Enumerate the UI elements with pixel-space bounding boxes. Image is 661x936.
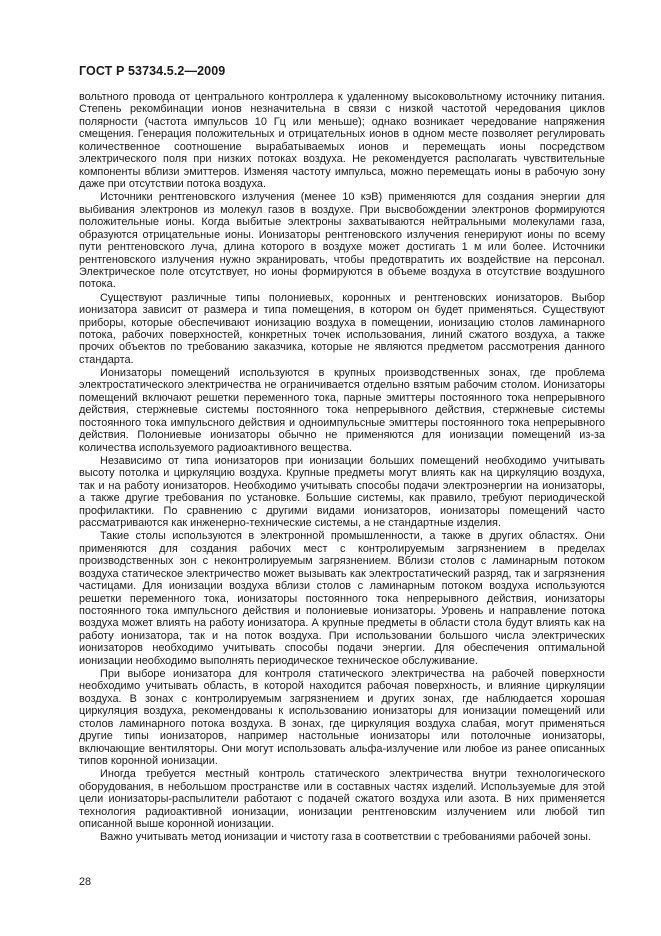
paragraph: Такие столы используются в электронной промышленности, а также в других областях. Они применяются для создания рабочих мест с контролируемым загрязнением в пределах производственных зон с неконтролируемым загрязнением. Вблизи столов с ламинарным потоком воздуха статическое электричество может вызывать как электростатический разряд, так и загрязнения частицами. Для ионизации воздуха вблизи столов с ламинарным потоком воздуха используются решетки переменного тока, ионизаторы постоянного тока непрерывного действия, ионизаторы постоянного тока импульсного действия и полониевые ионизаторы. Уровень и направление потока воздуха может влиять на работу ионизатора. А крупные предметы в области стола будут влиять как на работу ионизатора, так и на поток воздуха. При использовании большого числа электрических ионизаторов необходимо учитывать способы подачи энергии. Для обеспечения оптимальной ионизации необходимо выполнять периодическое техническое обслуживание. bbox=[79, 530, 605, 667]
paragraph: При выборе ионизатора для контроля статического электричества на рабочей поверхности необходимо учитывать область, в которой находится рабочая поверхность, и влияние циркуляции воздуха. В зонах с контролируемым загрязнением и других зонах, где наблюдается хорошая циркуляция воздуха, рекомендованы к использованию ионизаторы для ионизации помещений или столов ламинарного потока воздуха. В зонах, где циркуляция воздуха слабая, могут применяться другие типы ионизаторов, например настольные ионизаторы или потолочные ионизаторы, включающие вентиляторы. Они могут использовать альфа-излучение или любое из ранее описанных типов коронной ионизации. bbox=[79, 667, 605, 768]
page-number: 28 bbox=[79, 876, 92, 888]
paragraph: Существуют различные типы полониевых, коронных и рентгеновских ионизаторов. Выбор ионизатора зависит от размера и типа помещения, в котором он будет применяться. Существуют приборы, которые обеспечивают ионизацию воздуха в помещении, ионизацию столов ламинарного потока, рабочих поверхностей, конкретных точек использования, линий сжатого воздуха, а также прочих объектов по требованию заказчика, которые не являются предметом рассмотрения данного стандарта. bbox=[79, 291, 605, 366]
document-header: ГОСТ Р 53734.5.2—2009 bbox=[79, 64, 226, 78]
paragraph: вольтного провода от центрального контроллера к удаленному высоковольтному источнику питания. Степень рекомбинации ионов незначительна в связи с низкой частотой чередования циклов полярности (частота импульсов 10 Гц или меньше); однако возникает чередование напряжения смещения. Генерация положительных и отрицательных ионов в одном месте позволяет регулировать количественное соотношение вырабатываемых ионов и перемещать ионы посредством электрического поля при низких потоках воздуха. Не рекомендуется располагать чувствительные компоненты вблизи эмиттеров. Изменяя частоту импульса, можно перемещать ионы в рабочую зону даже при отсутствии потока воздуха. bbox=[79, 91, 605, 191]
paragraph: Источники рентгеновского излучения (менее 10 кэВ) применяются для создания энергии для выбивания электронов из молекул газов в воздухе. При высвобождении электронов формируются положительные ионы. Когда выбитые электроны захватываются нейтральными молекулами газа, образуются отрицательные ионы. Ионизаторы рентгеновского излучения генерируют ионы по всему пути рентгеновского луча, длина которого в воздухе может достигать 1 м или более. Источники рентгеновского излучения нужно экранировать, чтобы предотвратить их воздействие на персонал. Электрическое поле отсутствует, но ионы формируются в объеме воздуха в отсутствие воздушного потока. bbox=[79, 191, 605, 291]
paragraph: Важно учитывать метод ионизации и чистоту газа в соответствии с требованиями рабочей зоны. bbox=[100, 831, 591, 844]
paragraph: Иногда требуется местный контроль статического электричества внутри технологического оборудования, в небольшом пространстве или в составных частях изделий. Используемые для этой цели ионизаторы-распылители работают с подачей сжатого воздуха или азота. В них применяется технология радиоактивной ионизации, ионизации рентгеновским излучением или любой тип описанной выше коронной ионизации. bbox=[79, 768, 605, 831]
paragraph: Ионизаторы помещений используются в крупных производственных зонах, где проблема электростатического электричества не ограничивается отдельно взятым рабочим столом. Ионизаторы помещений включают решетки переменного тока, парные эмиттеры постоянного тока непрерывного действия, стержневые системы постоянного тока непрерывного действия, стержневые системы постоянного тока импульсного действия и одноимпульсные эмиттеры постоянного тока непрерывного действия. Полониевые ионизаторы обычно не применяются для ионизации помещений из-за количества используемого радиоактивного вещества. bbox=[79, 367, 605, 454]
paragraph: Независимо от типа ионизаторов при ионизации больших помещений необходимо учитывать высоту потолка и циркуляцию воздуха. Крупные предметы могут влиять как на циркуляцию воздуха, так и на работу ионизаторов. Необходимо учитывать способы подачи электроэнергии на ионизаторы, а также другие требования по установке. Большие системы, как правило, требуют периодической профилактики. По сравнению с другими видами ионизаторов, ионизаторы помещений часто рассматриваются как инженерно-технические системы, а не стандартные изделия. bbox=[79, 454, 605, 530]
document-body bbox=[79, 91, 605, 844]
